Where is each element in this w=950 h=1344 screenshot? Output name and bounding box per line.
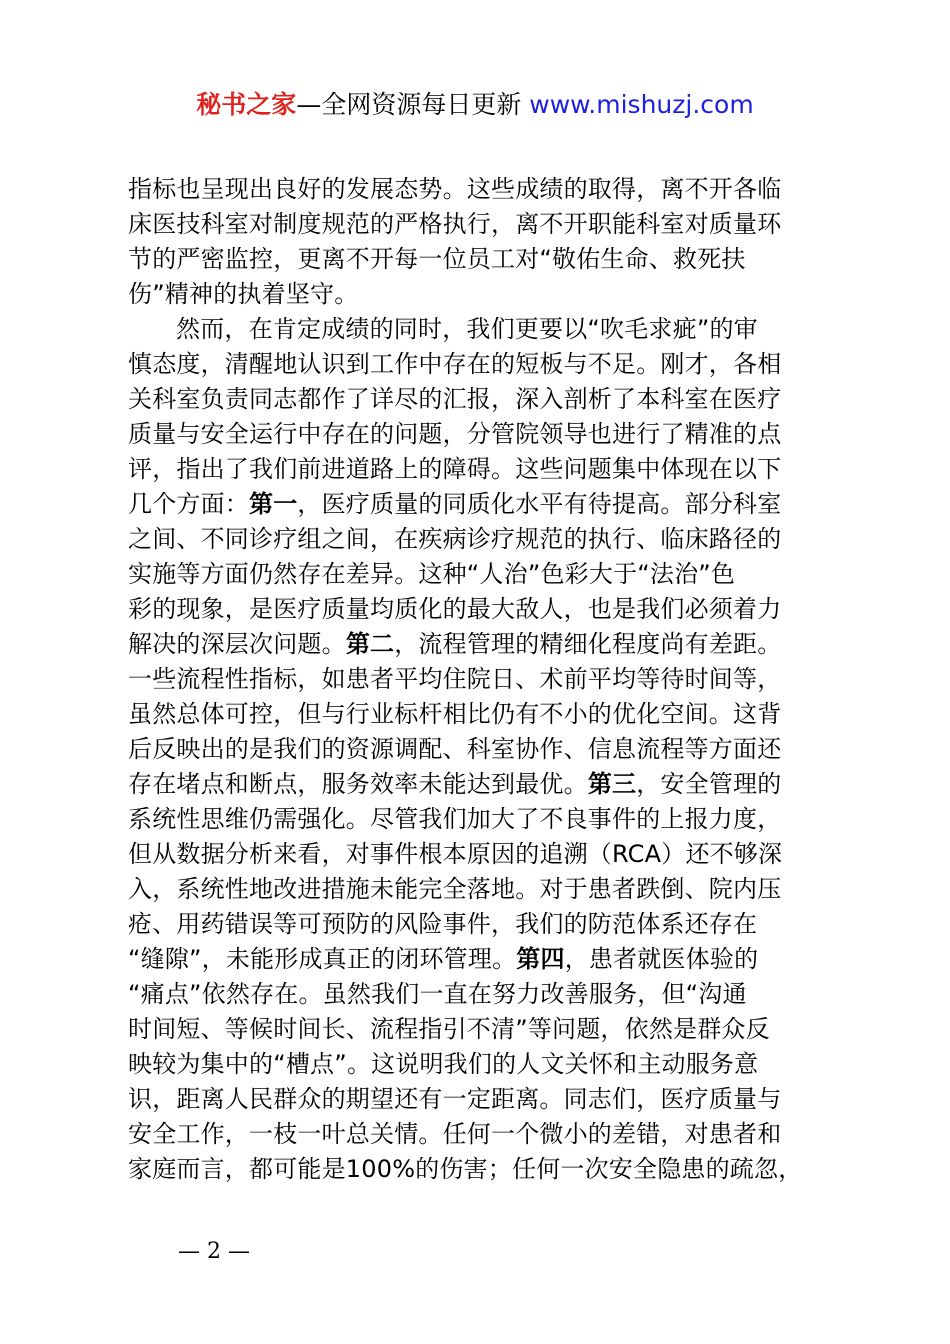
document-body — [128, 172, 834, 1187]
point-marker-second: 第二 — [345, 630, 395, 658]
text-line — [128, 627, 834, 662]
text-line: 一些流程性指标，如患者平均住院日、术前平均等待时间等， — [128, 665, 782, 693]
text-line: 节的严密监控，更离不开每一位员工对“敬佑生命、救死扶 — [128, 245, 746, 273]
text-line: 质量与安全运行中存在的问题，分管院领导也进行了精准的点 — [128, 420, 782, 448]
text-line: 慎态度，清醒地认识到工作中存在的短板与不足。刚才，各相 — [128, 350, 782, 378]
text-line: 家庭而言，都可能是100%的伤害；任何一次安全隐患的疏忽， — [128, 1155, 803, 1183]
site-header — [0, 88, 950, 122]
text-line: 然而，在肯定成绩的同时，我们更要以“吹毛求疵”的审 — [176, 315, 758, 343]
text-line: 映较为集中的“槽点”。这说明我们的人文关怀和主动服务意 — [128, 1050, 759, 1078]
text-line: 安全工作，一枝一叶总关情。任何一个微小的差错，对患者和 — [128, 1120, 782, 1148]
text-segment: ，医疗质量的同质化水平有待提高。部分科室 — [297, 490, 782, 518]
text-line: 后反映出的是我们的资源调配、科室协作、信息流程等方面还 — [128, 735, 782, 763]
brand-name: 秘书之家 — [196, 90, 297, 119]
text-line: 实施等方面仍然存在差异。这种“人治”色彩大于“法治”色 — [128, 560, 736, 588]
point-marker-fourth: 第四 — [516, 945, 565, 973]
text-line: 但从数据分析来看，对事件根本原因的追溯（RCA）还不够深 — [128, 840, 783, 868]
text-segment: “缝隙”，未能形成真正的闭环管理。 — [128, 945, 517, 973]
text-line — [128, 942, 834, 977]
text-segment: ，安全管理的 — [636, 770, 782, 798]
header-tagline: —全网资源每日更新 — [296, 90, 530, 119]
text-line: 入，系统性地改进措施未能完全落地。对于患者跌倒、院内压 — [128, 875, 782, 903]
text-line: 床医技科室对制度规范的严格执行，离不开职能科室对质量环 — [128, 210, 782, 238]
text-line: 彩的现象，是医疗质量均质化的最大敌人，也是我们必须着力 — [128, 595, 782, 623]
text-segment: 存在堵点和断点，服务效率未能达到最优。 — [128, 770, 588, 798]
text-line: 虽然总体可控，但与行业标杆相比仍有不小的优化空间。这背 — [128, 700, 782, 728]
text-segment: ，流程管理的精细化程度尚有差距。 — [394, 630, 782, 658]
point-marker-third: 第三 — [587, 770, 637, 798]
text-line: 伤”精神的执着坚守。 — [128, 280, 359, 308]
text-line: 关科室负责同志都作了详尽的汇报，深入剖析了本科室在医疗 — [128, 385, 782, 413]
paragraph-1 — [128, 172, 834, 312]
text-segment: 几个方面： — [128, 490, 249, 518]
text-line: 评，指出了我们前进道路上的障碍。这些问题集中体现在以下 — [128, 455, 782, 483]
text-line: 指标也呈现出良好的发展态势。这些成绩的取得，离不开各临 — [128, 175, 782, 203]
text-line: “痛点”依然存在。虽然我们一直在努力改善服务，但“沟通 — [128, 980, 747, 1008]
point-marker-first: 第一 — [249, 490, 298, 518]
text-line — [128, 767, 834, 802]
text-line: 之间、不同诊疗组之间，在疾病诊疗规范的执行、临床路径的 — [128, 525, 782, 553]
paragraph-2 — [128, 312, 834, 1187]
text-line: 时间短、等候时间长、流程指引不清”等问题，依然是群众反 — [128, 1015, 770, 1043]
text-segment: ，患者就医体验的 — [564, 945, 759, 973]
text-line: 系统性思维仍需强化。尽管我们加大了不良事件的上报力度， — [128, 805, 782, 833]
text-line — [128, 487, 834, 522]
text-segment: 解决的深层次问题。 — [128, 630, 346, 658]
text-line: 疮、用药错误等可预防的风险事件，我们的防范体系还存在 — [128, 910, 758, 938]
header-url-link[interactable]: www.mishuzj.com — [529, 90, 754, 119]
text-line: 识，距离人民群众的期望还有一定距离。同志们，医疗质量与 — [128, 1085, 782, 1113]
page-number: — 2 — — [178, 1239, 250, 1264]
